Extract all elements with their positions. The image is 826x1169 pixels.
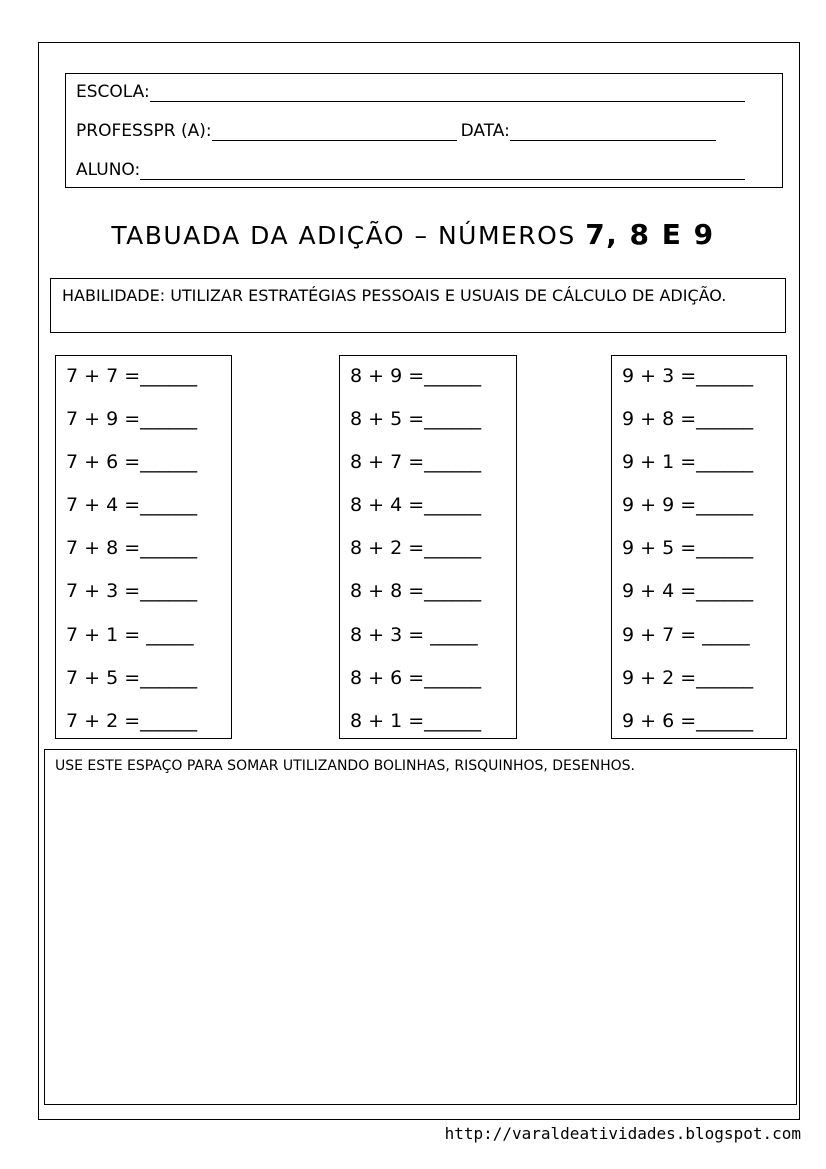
school-label: ESCOLA:: [76, 82, 150, 102]
equation-row[interactable]: 7 + 5 =______: [66, 666, 198, 689]
skill-text: HABILIDADE: UTILIZAR ESTRATÉGIAS PESSOAIS E USUAIS DE CÁLCULO DE ADIÇÃO.: [62, 286, 727, 305]
equation-row[interactable]: 9 + 1 =______: [622, 451, 754, 474]
title-text: TABUADA DA ADIÇÃO – NÚMEROS: [111, 221, 586, 250]
drawing-space[interactable]: [44, 749, 797, 1105]
drawing-space-instruction: USE ESTE ESPAÇO PARA SOMAR UTILIZANDO BOLINHAS, RISQUINHOS, DESENHOS.: [55, 758, 635, 774]
equation-row[interactable]: 7 + 6 =______: [66, 451, 198, 474]
page-title: [0, 218, 826, 251]
header-box: [65, 73, 783, 188]
teacher-date-line: [76, 121, 720, 141]
equation-row[interactable]: 8 + 4 =______: [350, 494, 482, 517]
equations-column-9: [611, 355, 787, 739]
equation-row[interactable]: 8 + 9 =______: [350, 365, 482, 387]
skill-box: [50, 278, 786, 333]
footer-url: http://varaldeatividades.blogspot.com: [444, 1124, 801, 1143]
equation-row[interactable]: 9 + 5 =______: [622, 537, 754, 560]
equation-row[interactable]: 7 + 8 =______: [66, 537, 198, 560]
equation-row[interactable]: 7 + 2 =______: [66, 709, 198, 732]
equation-row[interactable]: 8 + 3 = _____: [350, 623, 478, 646]
student-label: ALUNO:: [76, 160, 141, 180]
equation-row[interactable]: 9 + 8 =______: [622, 408, 754, 431]
equation-row[interactable]: 8 + 6 =______: [350, 666, 482, 689]
date-label: DATA:: [460, 121, 510, 141]
teacher-label: PROFESSPR (A):: [76, 121, 212, 141]
equations-column-8: [339, 355, 517, 739]
equation-row[interactable]: 9 + 6 =______: [622, 709, 754, 732]
equation-row[interactable]: 7 + 4 =______: [66, 494, 198, 517]
equation-row[interactable]: 7 + 3 =______: [66, 580, 198, 603]
school-field[interactable]: [150, 85, 745, 102]
equation-row[interactable]: 9 + 2 =______: [622, 666, 754, 689]
equation-row[interactable]: 9 + 7 = _____: [622, 623, 750, 646]
school-line: [76, 82, 749, 102]
equation-row[interactable]: 7 + 7 =______: [66, 365, 198, 387]
equation-row[interactable]: 9 + 3 =______: [622, 365, 754, 387]
equations-column-7: [55, 355, 232, 739]
equation-row[interactable]: 9 + 9 =______: [622, 494, 754, 517]
equation-row[interactable]: 8 + 1 =______: [350, 709, 482, 732]
student-line: [76, 160, 749, 180]
equation-row[interactable]: 8 + 7 =______: [350, 451, 482, 474]
equation-row[interactable]: 9 + 4 =______: [622, 580, 754, 603]
teacher-field[interactable]: [212, 124, 457, 141]
equation-row[interactable]: 8 + 8 =______: [350, 580, 482, 603]
equation-row[interactable]: 8 + 2 =______: [350, 537, 482, 560]
equation-row[interactable]: 7 + 1 = _____: [66, 623, 194, 646]
title-numbers: 7, 8 E 9: [585, 218, 715, 251]
date-field[interactable]: [510, 124, 716, 141]
student-field[interactable]: [140, 163, 745, 180]
equation-row[interactable]: 7 + 9 =______: [66, 408, 198, 431]
equation-row[interactable]: 8 + 5 =______: [350, 408, 482, 431]
